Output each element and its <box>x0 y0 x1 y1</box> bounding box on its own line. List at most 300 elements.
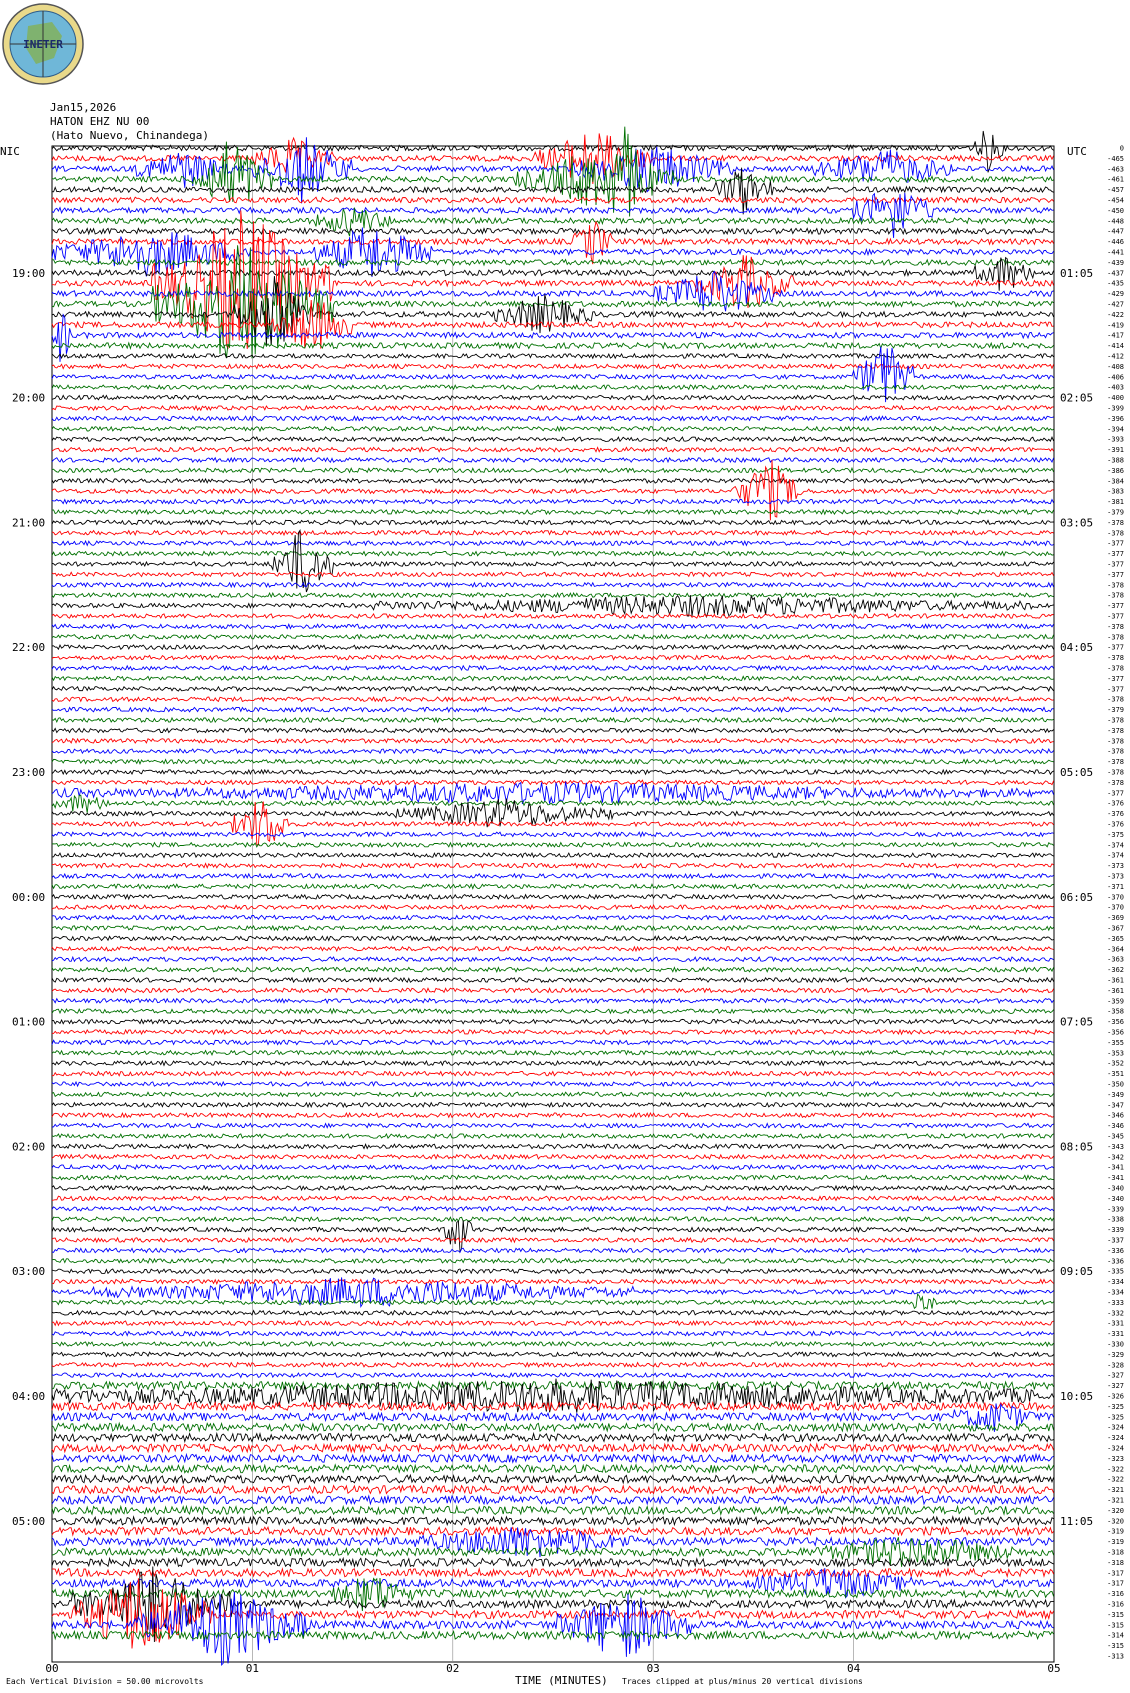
x-axis-title: TIME (MINUTES) <box>515 1674 608 1687</box>
right-hour-label: 09:05 <box>1060 1265 1094 1279</box>
trace-row <box>52 832 1054 836</box>
row-value-label: -315 <box>1107 1621 1124 1630</box>
trace-row <box>52 1363 1054 1367</box>
trace-row <box>52 1569 1054 1577</box>
row-value-label: -328 <box>1107 1361 1124 1370</box>
left-zone-label: NIC <box>0 145 20 158</box>
row-value-label: -378 <box>1107 758 1124 767</box>
row-value-label: -378 <box>1107 747 1124 756</box>
trace-row <box>52 635 1054 639</box>
right-hour-labels <box>1060 267 1093 1528</box>
trace-row <box>52 300 1054 349</box>
row-value-label: -417 <box>1107 331 1124 340</box>
row-value-label: -355 <box>1107 1038 1124 1047</box>
row-value-label: -342 <box>1107 1153 1124 1162</box>
right-hour-label: 04:05 <box>1060 641 1094 655</box>
left-hour-label: 19:00 <box>12 266 46 280</box>
trace-row <box>52 1277 1054 1306</box>
row-value-label: -356 <box>1107 1028 1124 1037</box>
trace-row <box>52 1092 1054 1096</box>
trace-row <box>52 978 1054 982</box>
row-value-label: -377 <box>1107 560 1124 569</box>
row-value-label: -324 <box>1107 1423 1124 1432</box>
left-hour-label: 23:00 <box>12 766 46 779</box>
row-value-label: -335 <box>1107 1267 1124 1276</box>
trace-rows <box>52 127 1054 1665</box>
trace-row <box>52 1517 1054 1525</box>
trace-row <box>52 1196 1054 1200</box>
row-value-label: -338 <box>1107 1215 1124 1224</box>
trace-row <box>52 364 1054 368</box>
trace-row <box>52 1444 1054 1452</box>
right-hour-label: 02:05 <box>1060 391 1094 405</box>
row-value-label: -365 <box>1107 934 1124 943</box>
left-hour-label: 02:00 <box>12 1140 46 1154</box>
row-value-label: -457 <box>1107 186 1124 195</box>
row-value-label: -383 <box>1107 487 1124 496</box>
row-value-label: -349 <box>1107 1090 1124 1099</box>
trace-row <box>52 1051 1054 1055</box>
trace-row <box>52 1434 1054 1442</box>
trace-row <box>52 1165 1054 1169</box>
trace-row <box>52 1321 1054 1325</box>
row-value-label: -326 <box>1107 1392 1124 1401</box>
row-value-label: -378 <box>1107 591 1124 600</box>
row-value-label: -374 <box>1107 851 1124 860</box>
row-value-label: -435 <box>1107 279 1124 288</box>
row-value-label: -361 <box>1107 986 1124 995</box>
row-value-label: -331 <box>1107 1330 1124 1339</box>
row-value-label: -341 <box>1107 1174 1124 1183</box>
left-hour-label: 01:00 <box>12 1015 46 1029</box>
row-value-label: -454 <box>1107 196 1124 205</box>
row-value-label: -358 <box>1107 1007 1124 1016</box>
location-label: (Hato Nuevo, Chinandega) <box>50 129 209 142</box>
trace-row <box>52 1009 1054 1013</box>
row-value-label: -379 <box>1107 706 1124 715</box>
row-value-label: -314 <box>1107 1631 1124 1640</box>
trace-row <box>52 479 1054 483</box>
row-value-label: -376 <box>1107 820 1124 829</box>
trace-row <box>52 1207 1054 1211</box>
trace-row <box>52 427 1054 431</box>
row-value-label: -369 <box>1107 914 1124 923</box>
trace-row <box>52 583 1054 587</box>
row-value-label: -394 <box>1107 425 1124 434</box>
row-value-label: -340 <box>1107 1194 1124 1203</box>
row-value-label: -412 <box>1107 352 1124 361</box>
trace-row <box>52 999 1054 1003</box>
trace-row <box>52 1040 1054 1044</box>
x-tick-label: 00 <box>45 1662 59 1675</box>
row-value-label: -324 <box>1107 1434 1124 1443</box>
row-value-label: -377 <box>1107 612 1124 621</box>
trace-row <box>52 572 1054 576</box>
row-value-label: -346 <box>1107 1122 1124 1131</box>
trace-row <box>52 1342 1054 1346</box>
row-value-label: -437 <box>1107 269 1124 278</box>
row-value-label: -439 <box>1107 258 1124 267</box>
trace-row <box>52 739 1054 743</box>
x-tick-label: 03 <box>646 1662 660 1675</box>
left-hour-label: 22:00 <box>12 641 46 655</box>
trace-row <box>52 416 1054 420</box>
row-value-label: -325 <box>1107 1413 1124 1422</box>
trace-row <box>52 1506 1054 1514</box>
trace-row <box>52 1558 1054 1566</box>
x-tick-label: 02 <box>446 1662 460 1675</box>
row-value-label: -388 <box>1107 456 1124 465</box>
trace-row <box>52 1082 1054 1086</box>
row-value-label: -377 <box>1107 550 1124 559</box>
row-value-label: -373 <box>1107 862 1124 871</box>
trace-row <box>52 1217 1054 1221</box>
row-value-label: -317 <box>1107 1569 1124 1578</box>
row-value-label: -371 <box>1107 882 1124 891</box>
trace-row <box>52 510 1054 514</box>
trace-row <box>52 437 1054 441</box>
trace-row <box>52 468 1054 472</box>
trace-row <box>52 795 1054 813</box>
row-value-label: -450 <box>1107 206 1124 215</box>
trace-row <box>52 1019 1054 1023</box>
ineter-logo <box>3 4 83 84</box>
row-value-label: -339 <box>1107 1226 1124 1235</box>
trace-row <box>52 1352 1054 1356</box>
row-value-label: -378 <box>1107 726 1124 735</box>
row-value-label: -329 <box>1107 1350 1124 1359</box>
trace-row <box>52 707 1054 711</box>
row-value-label: -340 <box>1107 1184 1124 1193</box>
left-hour-label: 03:00 <box>12 1265 46 1279</box>
row-value-label: -362 <box>1107 966 1124 975</box>
row-value-label: -370 <box>1107 893 1124 902</box>
trace-row <box>52 595 1054 617</box>
trace-row <box>52 926 1054 930</box>
right-hour-label: 05:05 <box>1060 766 1094 779</box>
row-value-label: -321 <box>1107 1496 1124 1505</box>
trace-row <box>52 260 1054 266</box>
row-value-label: -391 <box>1107 446 1124 455</box>
trace-row <box>52 655 1054 659</box>
trace-row <box>52 1631 1054 1639</box>
trace-row <box>52 967 1054 971</box>
row-value-label: -393 <box>1107 435 1124 444</box>
row-value-label: -378 <box>1107 581 1124 590</box>
right-hour-label: 08:05 <box>1060 1140 1094 1154</box>
row-value-label: -332 <box>1107 1309 1124 1318</box>
trace-row <box>52 593 1054 597</box>
trace-row <box>52 802 1054 846</box>
trace-row <box>52 520 1054 524</box>
row-value-label: -341 <box>1107 1163 1124 1172</box>
row-value-label: -323 <box>1107 1454 1124 1463</box>
trace-row <box>52 343 1054 349</box>
trace-row <box>52 1331 1054 1335</box>
row-value-label: -337 <box>1107 1236 1124 1245</box>
row-value-label: -378 <box>1107 778 1124 787</box>
trace-row <box>52 718 1054 722</box>
row-value-label: -350 <box>1107 1080 1124 1089</box>
right-hour-label: 10:05 <box>1060 1390 1094 1403</box>
trace-row <box>52 354 1054 358</box>
trace-row <box>52 1465 1054 1473</box>
x-tick-label: 01 <box>245 1662 260 1675</box>
trace-row <box>52 915 1054 919</box>
trace-row <box>52 1175 1054 1179</box>
trace-row <box>52 614 1054 618</box>
row-value-label: -414 <box>1107 342 1124 351</box>
row-value-label: -320 <box>1107 1506 1124 1515</box>
right-hour-label: 01:05 <box>1060 266 1094 280</box>
row-value-label: -378 <box>1107 518 1124 527</box>
x-tick-label: 05 <box>1047 1662 1061 1675</box>
row-value-label: -315 <box>1107 1642 1124 1651</box>
trace-row <box>52 863 1054 867</box>
trace-row <box>52 1578 1054 1648</box>
row-value-label: -461 <box>1107 175 1124 184</box>
trace-row <box>52 1248 1054 1252</box>
scale-note: Each Vertical Division = 50.00 microvolts <box>6 1677 204 1686</box>
row-value-label: -377 <box>1107 539 1124 548</box>
trace-row <box>52 1071 1054 1075</box>
logo-text: INETER <box>23 38 63 51</box>
left-hour-label: 05:00 <box>12 1514 46 1528</box>
row-value-label: -448 <box>1107 217 1124 226</box>
row-value-label: -377 <box>1107 570 1124 579</box>
trace-row <box>52 1592 1054 1665</box>
row-value-label: -406 <box>1107 373 1124 382</box>
row-value-label: -334 <box>1107 1278 1124 1287</box>
trace-row <box>52 541 1054 545</box>
trace-row <box>52 1113 1054 1117</box>
row-value-label: -316 <box>1107 1590 1124 1599</box>
trace-row <box>52 905 1054 909</box>
row-value-label: -339 <box>1107 1205 1124 1214</box>
row-value-label: -319 <box>1107 1538 1124 1547</box>
row-value-label: -327 <box>1107 1371 1124 1380</box>
row-value-label: -377 <box>1107 789 1124 798</box>
trace-row <box>52 1373 1054 1377</box>
row-value-label: -408 <box>1107 362 1124 371</box>
row-value-label: -379 <box>1107 508 1124 517</box>
trace-row <box>52 1061 1054 1065</box>
row-value-label: -322 <box>1107 1475 1124 1484</box>
row-value-label: -346 <box>1107 1111 1124 1120</box>
row-value-label: -378 <box>1107 768 1124 777</box>
trace-row <box>52 749 1054 753</box>
trace-row <box>52 687 1054 691</box>
row-value-label: -463 <box>1107 165 1124 174</box>
trace-row <box>52 1269 1054 1273</box>
row-value-label: -378 <box>1107 716 1124 725</box>
row-value-label: -396 <box>1107 414 1124 423</box>
row-value-label: -363 <box>1107 955 1124 964</box>
station-label: HATON EHZ NU 00 <box>50 115 150 128</box>
trace-row <box>52 676 1054 680</box>
left-hour-label: 04:00 <box>12 1390 46 1403</box>
trace-row <box>52 624 1054 628</box>
left-hour-label: 20:00 <box>12 391 46 405</box>
right-hour-label: 07:05 <box>1060 1015 1094 1029</box>
row-value-label: -320 <box>1107 1517 1124 1526</box>
trace-row <box>52 770 1054 774</box>
row-value-label: -403 <box>1107 383 1124 392</box>
trace-row <box>52 395 1054 399</box>
row-value-label: -378 <box>1107 695 1124 704</box>
trace-row <box>52 1486 1054 1494</box>
row-value-label: -377 <box>1107 685 1124 694</box>
right-hour-label: 11:05 <box>1060 1514 1094 1528</box>
trace-row <box>52 1030 1054 1034</box>
row-value-label: -333 <box>1107 1298 1124 1307</box>
trace-row <box>52 782 1054 804</box>
trace-row <box>52 843 1054 847</box>
trace-row <box>52 1402 1054 1410</box>
trace-row <box>52 957 1054 961</box>
row-value-label: -336 <box>1107 1257 1124 1266</box>
row-value-label: -356 <box>1107 1018 1124 1027</box>
row-value-label: -334 <box>1107 1288 1124 1297</box>
row-value-label: -384 <box>1107 477 1124 486</box>
row-value-label: -376 <box>1107 810 1124 819</box>
trace-row <box>52 447 1054 451</box>
trace-row <box>52 499 1054 503</box>
trace-row <box>52 228 1054 278</box>
row-value-label: -331 <box>1107 1319 1124 1328</box>
row-value-label: -316 <box>1107 1600 1124 1609</box>
trace-row <box>52 1537 1054 1567</box>
trace-row <box>52 1103 1054 1107</box>
row-value-label: -377 <box>1107 602 1124 611</box>
row-value-label: -327 <box>1107 1382 1124 1391</box>
trace-row <box>52 697 1054 701</box>
row-value-label: -422 <box>1107 310 1124 319</box>
trace-row <box>52 1220 1054 1252</box>
row-value-label: -429 <box>1107 290 1124 299</box>
right-hour-label: 03:05 <box>1060 516 1094 530</box>
left-hour-label: 21:00 <box>12 516 46 530</box>
right-zone-label: UTC <box>1067 145 1087 158</box>
row-value-label: -353 <box>1107 1049 1124 1058</box>
row-value-label: -381 <box>1107 498 1124 507</box>
trace-row <box>52 276 1054 346</box>
row-value-label: -324 <box>1107 1444 1124 1453</box>
right-hour-label: 06:05 <box>1060 890 1094 904</box>
row-value-label: 0 <box>1119 144 1124 153</box>
trace-row <box>52 1259 1054 1263</box>
row-value-label: -378 <box>1107 633 1124 642</box>
row-value-label: -336 <box>1107 1246 1124 1255</box>
row-value-label: -386 <box>1107 466 1124 475</box>
trace-row <box>52 947 1054 951</box>
row-value-label: -374 <box>1107 841 1124 850</box>
trace-row <box>52 1134 1054 1138</box>
row-value-label: -367 <box>1107 924 1124 933</box>
trace-row <box>52 1238 1054 1242</box>
trace-row <box>52 759 1054 763</box>
row-value-label: -447 <box>1107 227 1124 236</box>
row-value-label: -321 <box>1107 1486 1124 1495</box>
trace-row <box>52 988 1054 992</box>
row-value-label: -364 <box>1107 945 1124 954</box>
row-value-label: -399 <box>1107 404 1124 413</box>
row-value-label: -378 <box>1107 737 1124 746</box>
row-value-label: -352 <box>1107 1059 1124 1068</box>
trace-row <box>52 1155 1054 1159</box>
row-value-label: -318 <box>1107 1548 1124 1557</box>
trace-row <box>52 406 1054 410</box>
x-tick-label: 04 <box>846 1662 861 1675</box>
row-value-label: -317 <box>1107 1579 1124 1588</box>
row-value-label: -419 <box>1107 321 1124 330</box>
row-value-label: -378 <box>1107 664 1124 673</box>
row-value-label: -361 <box>1107 976 1124 985</box>
row-value-label: -351 <box>1107 1070 1124 1079</box>
row-value-label: -318 <box>1107 1558 1124 1567</box>
trace-row <box>52 1423 1054 1431</box>
row-value-label: -378 <box>1107 654 1124 663</box>
trace-row <box>52 853 1054 857</box>
trace-row <box>52 458 1054 462</box>
trace-row <box>52 1186 1054 1190</box>
trace-row <box>52 1454 1054 1462</box>
trace-row <box>52 385 1054 389</box>
trace-row <box>52 874 1054 878</box>
row-value-label: -377 <box>1107 674 1124 683</box>
trace-row <box>52 1144 1054 1148</box>
row-value-label: -330 <box>1107 1340 1124 1349</box>
clip-note: Traces clipped at plus/minus 20 vertical divisions <box>622 1677 863 1686</box>
row-value-label: -319 <box>1107 1527 1124 1536</box>
row-value-label: -465 <box>1107 154 1124 163</box>
row-value-label: -446 <box>1107 238 1124 247</box>
trace-row <box>52 531 1054 535</box>
date-label: Jan15,2026 <box>50 101 117 114</box>
trace-row <box>52 884 1054 888</box>
trace-row <box>52 936 1054 940</box>
trace-row <box>52 1311 1054 1315</box>
row-value-label: -400 <box>1107 394 1124 403</box>
trace-row <box>52 645 1054 649</box>
row-value-label: -347 <box>1107 1101 1124 1110</box>
trace-row <box>52 895 1054 899</box>
trace-row <box>52 551 1054 555</box>
row-value-label: -377 <box>1107 643 1124 652</box>
left-hour-label: 00:00 <box>12 890 46 904</box>
row-value-label: -427 <box>1107 300 1124 309</box>
trace-row <box>52 1475 1054 1483</box>
row-value-label: -343 <box>1107 1142 1124 1151</box>
row-value-label: -378 <box>1107 622 1124 631</box>
row-value-label: -370 <box>1107 903 1124 912</box>
trace-row <box>52 1294 1054 1309</box>
row-value-label: -313 <box>1107 1652 1124 1661</box>
row-value-label: -376 <box>1107 799 1124 808</box>
left-hour-labels <box>12 267 45 1528</box>
trace-row <box>52 1496 1054 1504</box>
minute-gridlines <box>252 146 853 1662</box>
trace-row <box>52 197 1054 203</box>
trace-row <box>52 666 1054 670</box>
row-value-label: -373 <box>1107 872 1124 881</box>
row-value-label: -378 <box>1107 529 1124 538</box>
trace-row <box>52 728 1054 732</box>
row-value-label: -359 <box>1107 997 1124 1006</box>
row-value-label: -345 <box>1107 1132 1124 1141</box>
trace-row <box>52 780 1054 784</box>
row-value-label: -322 <box>1107 1465 1124 1474</box>
